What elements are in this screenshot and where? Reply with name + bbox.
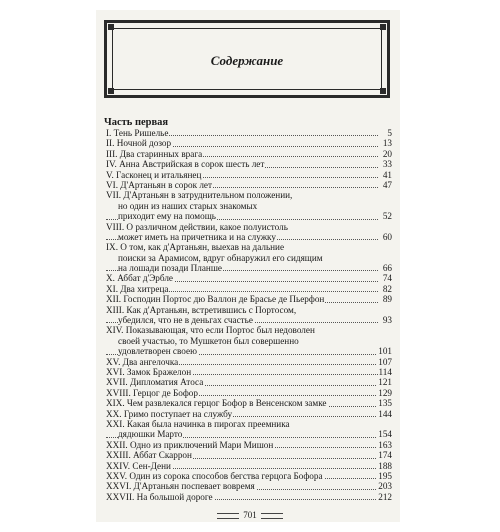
toc-entry-page: 195	[378, 470, 392, 481]
toc-entry	[106, 242, 392, 252]
toc-entry-title: XVIII. Герцог де Бофор	[106, 387, 198, 398]
toc-entry-page: 66	[382, 263, 392, 274]
toc-entry-page: 154	[378, 429, 392, 440]
toc-entry-title: но один из наших старых знакомых	[118, 200, 258, 211]
toc-entry-title: XXVI. Д'Артаньян поспевает вовремя	[106, 481, 255, 492]
toc-entry-title: VIII. О различном действии, какое полуистоль	[106, 221, 288, 232]
toc-entry	[106, 325, 392, 335]
part-heading: Часть первая	[104, 117, 169, 128]
toc-entry	[106, 294, 392, 304]
toc-entry-title: XXVII. На большой дороге	[106, 491, 213, 502]
toc-entry	[106, 419, 392, 429]
toc-entry-title: IX. О том, как д'Артаньян, выехав на дальние	[106, 242, 285, 253]
toc-entry	[106, 429, 392, 439]
toc-entry-title: XIII. Как д'Артаньян, встретившись с Портосом,	[106, 304, 297, 315]
toc-entry	[106, 315, 392, 325]
toc-entry-title: II. Ночной дозор	[106, 138, 172, 149]
toc-entry-page: 121	[378, 377, 392, 388]
toc-entry	[106, 481, 392, 491]
toc-entry-page: 144	[378, 408, 392, 419]
toc-entry-title: V. Гасконец и итальянец	[106, 169, 202, 180]
toc-entry-page: 107	[378, 356, 392, 367]
toc-entry	[106, 211, 392, 221]
toc-entry-title: XV. Два ангелочка	[106, 356, 179, 367]
page-footer	[0, 510, 500, 520]
toc-entry-page: 93	[382, 315, 392, 326]
toc-entry-page: 41	[382, 169, 392, 180]
toc-entry-page: 174	[378, 450, 392, 461]
toc-entry-title: IV. Анна Австрийская в сорок шесть лет	[106, 159, 265, 170]
toc-entry	[106, 128, 392, 138]
toc-entry-page: 188	[378, 460, 392, 471]
toc-entry	[106, 190, 392, 200]
toc-entry	[106, 253, 392, 263]
toc-entry	[106, 471, 392, 481]
toc-entry-page: 203	[378, 481, 392, 492]
toc-entry	[106, 284, 392, 294]
toc-entry-page: 33	[382, 159, 392, 170]
frame-corner-ornament	[380, 88, 386, 94]
toc-entry-title: удовлетворен своею	[118, 346, 197, 357]
toc-entry-title: XVI. Замок Бражелон	[106, 366, 192, 377]
toc-entry-page: 212	[378, 491, 392, 502]
toc-entry-page: 114	[378, 366, 392, 377]
toc-entry	[106, 273, 392, 283]
toc-entry	[106, 388, 392, 398]
toc-entry-title: XII. Господин Портос дю Валлон де Брасье де Пьерфон	[106, 294, 325, 305]
toc-entry	[106, 409, 392, 419]
toc-entry-page: 13	[382, 138, 392, 149]
toc-entry-page: 74	[382, 273, 392, 284]
toc-entry-page: 129	[378, 387, 392, 398]
toc-entry-title: своей участью, то Мушкетон был совершенно	[118, 335, 299, 346]
toc-entry-title: приходит ему на помощь	[118, 211, 216, 222]
toc-entry-title: XVII. Дипломатия Атоса	[106, 377, 204, 388]
toc-entry-page: 20	[382, 148, 392, 159]
toc-entry	[106, 201, 392, 211]
toc-entry-title: поиски за Арамисом, вдруг обнаружил его сидящим	[118, 252, 323, 263]
toc-entry-title: XXV. Один из сорока способов бегства герцога Бофора	[106, 470, 323, 481]
toc-entry-page: 5	[387, 128, 392, 138]
toc-entry-title: VI. Д'Артаньян в сорок лет	[106, 179, 213, 190]
toc-entry-page: 82	[382, 283, 392, 294]
table-of-contents	[106, 128, 392, 502]
frame-corner-ornament	[380, 24, 386, 30]
footer-ornament	[261, 513, 283, 519]
page-number: 701	[243, 510, 257, 520]
toc-entry-title: XX. Гримо поступает на службу	[106, 408, 233, 419]
toc-entry-title: III. Два старинных врага	[106, 148, 203, 159]
frame-corner-ornament	[108, 24, 114, 30]
toc-entry-title: VII. Д'Артаньян в затруднительном положении,	[106, 190, 293, 201]
toc-entry-page: 163	[378, 439, 392, 450]
toc-entry-title: XIX. Чем развлекался герцог Бофор в Венсенском замке	[106, 398, 327, 409]
toc-entry-page: 60	[382, 231, 392, 242]
toc-entry	[106, 138, 392, 148]
toc-entry-title: убедился, что не в деньгах счастье	[118, 315, 253, 326]
toc-entry-title: XI. Два хитреца	[106, 283, 169, 294]
toc-entry	[106, 305, 392, 315]
toc-entry-title: дядюшки Марто	[118, 429, 183, 440]
toc-entry-title: XXII. Одно из приключений Мари Мишон	[106, 439, 274, 450]
toc-entry	[106, 492, 392, 502]
toc-entry	[106, 461, 392, 471]
toc-entry-title: XIV. Показывающая, что если Портос был недоволен	[106, 325, 315, 336]
toc-entry	[106, 222, 392, 232]
toc-entry-title: X. Аббат д'Эрбле	[106, 273, 173, 284]
toc-entry-title: XXIII. Аббат Скаррон	[106, 450, 192, 461]
toc-entry-title: может иметь на причетника и на служку	[118, 231, 276, 242]
toc-entry	[106, 357, 392, 367]
toc-entry-page: 135	[378, 398, 392, 409]
toc-entry-title: XXIV. Сен-Дени	[106, 460, 171, 471]
toc-entry-title: на лошади позади Планше	[118, 263, 222, 274]
toc-entry	[106, 346, 392, 356]
contents-heading: Содержание	[210, 53, 284, 68]
toc-entry-title: I. Тень Ришелье	[106, 128, 169, 138]
toc-entry-page: 101	[378, 346, 392, 357]
toc-entry-page: 52	[382, 211, 392, 222]
toc-entry	[106, 377, 392, 387]
toc-entry	[106, 149, 392, 159]
toc-entry-page: 47	[382, 179, 392, 190]
toc-entry	[106, 450, 392, 460]
toc-entry	[106, 170, 392, 180]
toc-entry	[106, 440, 392, 450]
frame-corner-ornament	[108, 88, 114, 94]
toc-entry	[106, 367, 392, 377]
toc-entry-title: XXI. Какая была начинка в пирогах преемника	[106, 418, 290, 429]
toc-entry	[106, 180, 392, 190]
footer-ornament	[217, 513, 239, 519]
toc-entry-page: 89	[382, 294, 392, 305]
toc-entry	[106, 232, 392, 242]
toc-entry	[106, 263, 392, 273]
toc-entry	[106, 398, 392, 408]
toc-entry	[106, 336, 392, 346]
title-frame	[104, 20, 390, 98]
toc-entry	[106, 159, 392, 169]
